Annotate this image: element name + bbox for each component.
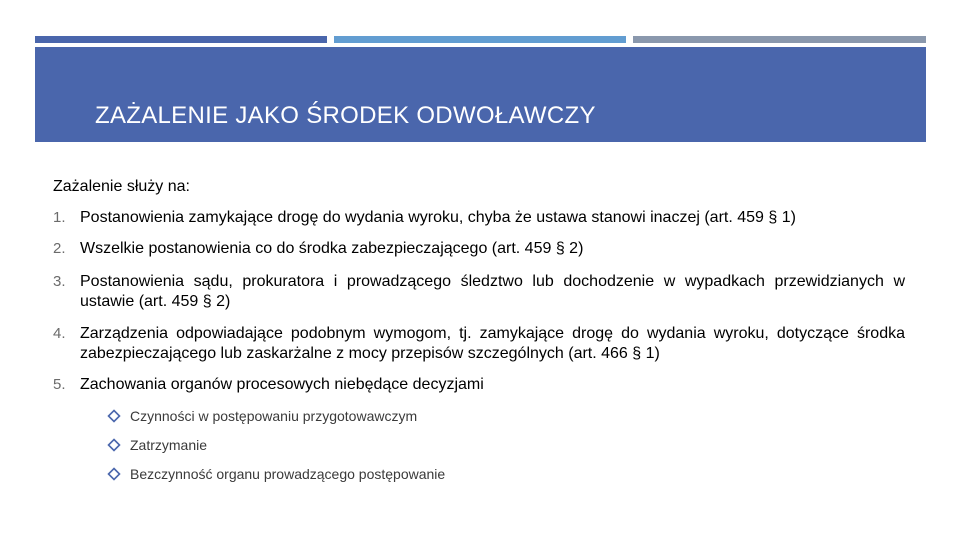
list-item-text: Zarządzenia odpowiadające podobnym wymogom, tj. zamykające drogę do wydania wyroku, dotyczące środka zabezpieczającego lub zaskarżalne z mocy przepisów szczególnych (art. 466 § 1) (80, 325, 905, 362)
list-item (53, 272, 905, 312)
sub-list (106, 407, 905, 483)
list-item (53, 375, 905, 483)
list-number: 2. (53, 240, 66, 257)
numbered-list (53, 208, 905, 483)
title-band (35, 47, 926, 142)
sub-list-item (106, 436, 905, 454)
slide-title: ZAŻALENIE JAKO ŚRODEK ODWOŁAWCZY (95, 102, 596, 129)
diamond-bullet-icon (107, 438, 121, 452)
list-item-text: Wszelkie postanowienia co do środka zabezpieczającego (art. 459 § 2) (80, 240, 584, 257)
list-number: 4. (53, 325, 66, 342)
sub-list-item-text: Zatrzymanie (130, 437, 208, 453)
diamond-bullet-icon (107, 409, 121, 423)
accent-bar-2 (334, 36, 626, 43)
diamond-bullet-icon (107, 467, 121, 481)
list-number: 1. (53, 209, 66, 226)
slide-content (53, 177, 905, 483)
intro-text: Zażalenie służy na: (53, 178, 190, 195)
list-item-text: Zachowania organów procesowych niebędące decyzjami (80, 376, 484, 393)
accent-bar-3 (633, 36, 926, 43)
sub-list-item-text: Bezczynność organu prowadzącego postępowanie (130, 466, 446, 482)
accent-bar-1 (35, 36, 327, 43)
list-number: 5. (53, 376, 66, 393)
sub-list-item-text: Czynności w postępowaniu przygotowawczym (130, 408, 418, 424)
sub-list-item (106, 407, 905, 425)
list-item (53, 208, 905, 228)
list-item (53, 239, 905, 259)
list-number: 3. (53, 273, 66, 290)
list-item-text: Postanowienia zamykające drogę do wydania wyroku, chyba że ustawa stanowi inaczej (art. 459 § 1) (80, 209, 796, 226)
list-item (53, 324, 905, 364)
sub-list-item (106, 465, 905, 483)
list-item-text: Postanowienia sądu, prokuratora i prowadzącego śledztwo lub dochodzenie w wypadkach przewidzianych w ustawie (art. 459 § 2) (80, 273, 905, 310)
